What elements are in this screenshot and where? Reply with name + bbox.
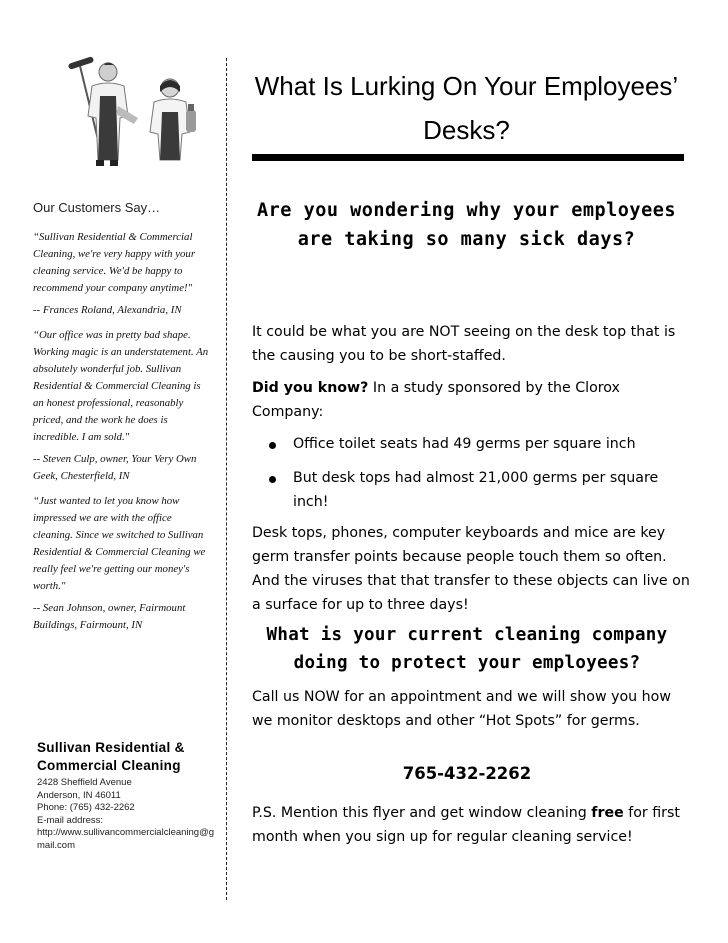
ps-free-emphasis: free [591, 805, 624, 821]
column-divider [226, 58, 227, 900]
company-name: Sullivan Residential & Commercial Cleaning [37, 740, 185, 773]
page-title: What Is Lurking On Your Employees’ Desks? [254, 71, 679, 145]
testimonials-sidebar [33, 200, 213, 642]
list-item-text: But desk tops had almost 21,000 germs per square inch! [293, 470, 659, 510]
did-you-know-text: In a study sponsored by the Clorox Company: [252, 380, 620, 420]
testimonial-attribution: -- Sean Johnson, owner, Fairmount Buildings, Fairmount, IN [33, 602, 186, 631]
list-item [268, 466, 688, 514]
cleaner-man-figure [68, 56, 138, 166]
testimonial-quote: “Our office was in pretty bad shape. Working magic is an understatement. An absolutely wonderful job. Sullivan Residential & Commercial Cleaning is an honest professional, reasonably priced, and the work he does is incredible. I am sold." [33, 329, 209, 443]
company-address-line2: Anderson, IN 46011 [37, 789, 121, 801]
did-you-know-paragraph [252, 376, 692, 424]
germ-facts-list [268, 432, 688, 524]
list-item-text: Office toilet seats had 49 germs per square inch [293, 436, 636, 452]
intro-paragraph: It could be what you are NOT seeing on the desk top that is the causing you to be short-staffed. [252, 324, 676, 364]
testimonial-attribution: -- Frances Roland, Alexandria, IN [33, 304, 182, 316]
company-contact-block [37, 739, 217, 852]
bullet-icon [269, 476, 276, 483]
ps-text-before: P.S. Mention this flyer and get window cleaning [252, 805, 592, 821]
did-you-know-label: Did you know? [252, 380, 369, 396]
company-email-label: E-mail address: [37, 814, 103, 826]
list-item [268, 432, 688, 456]
title-underline-rule [252, 154, 684, 161]
cleaning-company-question: What is your current cleaning company doing to protect your employees? [266, 625, 668, 673]
company-phone: Phone: (765) 432-2262 [37, 802, 135, 813]
company-address-line1: 2428 Sheffield Avenue [37, 777, 132, 788]
cleaners-illustration [60, 56, 210, 168]
customers-heading: Our Customers Say… [33, 200, 161, 215]
bullet-icon [269, 442, 276, 449]
germ-transfer-paragraph: Desk tops, phones, computer keyboards and mice are key germ transfer points because people touch them so often. And the viruses that that transfer to these objects can live on a surface for up to three days! [252, 525, 690, 613]
testimonial-attribution: -- Steven Culp, owner, Your Very Own Geek, Chesterfield, IN [33, 453, 197, 482]
ps-text-after: for first month when you sign up for regular cleaning service! [252, 805, 680, 845]
cleaner-woman-figure [150, 79, 196, 160]
phone-number[interactable]: 765-432-2262 [402, 764, 532, 783]
testimonial-quote: “Just wanted to let you know how impressed we are with the office cleaning. Since we switched to Sullivan Residential & Commercial Cleaning we really feel we're getting our money's worth." [33, 495, 206, 592]
subheading: Are you wondering why your employees are taking so many sick days? [257, 200, 676, 250]
company-email-link[interactable]: http://www.sullivancommercialcleaning@gmail.com [37, 827, 215, 851]
call-to-action-paragraph: Call us NOW for an appointment and we will show you how we monitor desktops and other “Hot Spots” for germs. [252, 689, 671, 729]
testimonial-quote: “Sullivan Residential & Commercial Cleaning, we're very happy with your cleaning service. We'd be happy to recommend your company anytime!" [33, 231, 196, 294]
postscript-paragraph [252, 801, 692, 849]
